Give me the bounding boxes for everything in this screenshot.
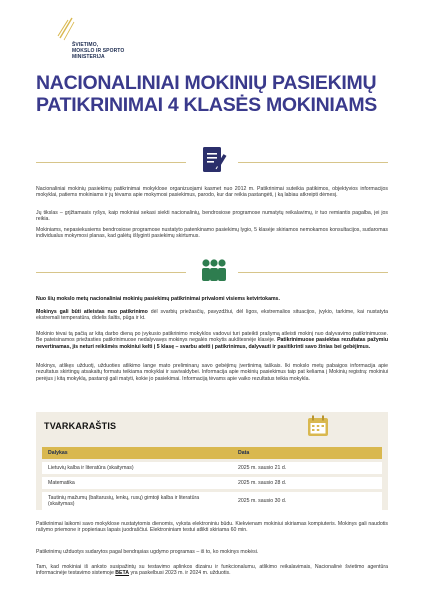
- section-divider-1: [36, 152, 388, 172]
- table-row: [42, 476, 382, 491]
- parents-paragraph: Mokinio tėvai tą pačią ar kitą darbo dieną po įvykusio patikrinimo mokyklos vadovui turi pateikti prašymą atleisti mokinį nuo dalyvavimo patikrinimuose. Be pateisinamos priežasties patikrinimuose nedalyvavęs mokinys negalės mokytis aukštesnėje klasėje. Patikrinimuose pasiektas rezultatas pažymiu nevertinamas, jis neturi reikšmės mokiniui kelti į 5 klasę – svarbu ateiti į patikrinimus, dalyvauti ir pasitikrinti savo žinias bei gebėjimus.: [36, 331, 388, 350]
- table-row: [42, 461, 382, 476]
- schedule-table: [42, 447, 382, 510]
- page-title: NACIONALINIAI MOKINIŲ PASIEKIMŲ PATIKRINIMAI 4 KLASĖS MOKINIAMS: [36, 72, 377, 116]
- ministry-emblem-icon: [54, 16, 76, 42]
- intro-paragraph-1: Nacionaliniai mokinių pasiekimų patikrinimai mokyklose organizuojami kasmet nuo 2012 m. Patikrinimai suteikia patikimos, objektyvios informacijos mokyklai, patiems mokiniams ir jų tėvams apie mokymosi pasiekimus, parodo, kur dar reikia pastangėti, į ką labiau atkreipti dėmesį.: [36, 186, 388, 199]
- exemption-paragraph: Mokinys gali būti atleistas nuo patikrinimo dėl svarbių priežasčių, pavyzdžiui, dėl ligos, ekstremalios situacijos, įvykio, tarkime, kai nustatyta ekstremali temperatūra, didelis šaltis, pūga ir kt.: [36, 309, 388, 322]
- ministry-logo: [36, 16, 156, 60]
- schedule-box: [36, 412, 388, 510]
- intro-paragraph-2: Jų tikslas – grįžtamasis ryšys, kaip mokiniai sekasi siekti nacionalinių, bendrosiose programose numatytų reikalavimų, ir tuo remiantis pagalba, jei jos reikia.: [36, 210, 388, 223]
- outro-paragraph-2: Patikrinimų užduotys sudarytos pagal bendrąsias ugdymo programas – iš to, ko mokinys mokėsi.: [36, 549, 259, 555]
- schedule-date: 2025 m. sausio 28 d.: [232, 476, 382, 491]
- schedule-date: 2025 m. sausio 21 d.: [232, 461, 382, 476]
- document-check-icon: [198, 144, 230, 178]
- calendar-icon: [306, 414, 330, 438]
- people-group-icon: [198, 254, 230, 288]
- outro-paragraph-1: Patikrinimai laikomi savo mokyklose nustatytomis dienomis, vyksta elektroniniu būdu. Kiekvienam mokiniui skiriamas kompiuteris. Mokinys gali naudotis rašymo priemone ir popieriaus lapais juodraščiui. Elektroniniam testui atlikti skiriama 60 min.: [36, 521, 388, 534]
- intro-paragraph-3: Mokiniams, nepasiekusiems bendrosiose programose nustatyto patenkinamo pasiekimų lygio, 5 klasėje skiriamos nemokamos konsultacijos, sudaromas individualus mokymosi planas, kad galėtų išlyginti pasiekimų skirtumus.: [36, 227, 388, 240]
- schedule-header-row: [42, 447, 382, 461]
- schedule-subject: Matematika: [42, 476, 232, 491]
- table-row: [42, 491, 382, 511]
- results-paragraph: Mokinys, atlikęs užduotį, užduoties atlikimo lange mato preliminarų savo gebėjimų įvertinimą taškais. Iki mokslo metų pabaigos informacija apie rezultatus skirtingų atsakaitų formatu teikiama mokyklai ir savivaldybei. Informacija apie mokinių pasiekimus taip pat keliama į Mokinių registrą: mokiniui perėjus į kitą mokyklą, pastaroji gali matyti, kokie jo pasiekimai. Informaciją tėvams apie vaiko rezultatus teikia mokykla.: [36, 363, 388, 382]
- outro-paragraph-3: Tam, kad mokiniai iš anksto susipažintų su testavimo aplinkos dizainu ir funkcionalumu, atlikimo reikalavimais, Nacionalinė švietimo agentūra informacinėje testavimo sistemoje BETA yra paskelbusi 2023 m. ir 2024 m. užduotis.: [36, 564, 388, 577]
- schedule-header-date: Data: [232, 447, 382, 461]
- schedule-title: TVARKARAŠTIS: [44, 421, 117, 431]
- section-divider-2: [36, 262, 388, 282]
- schedule-subject: Lietuvių kalba ir literatūra (skaitymas): [42, 461, 232, 476]
- ministry-name: ŠVIETIMO, MOKSLO IR SPORTO MINISTERIJA: [72, 42, 125, 60]
- schedule-header-subject: Dalykas: [42, 447, 232, 461]
- schedule-subject: Tautinių mažumų (baltarusių, lenkų, rusų) gimtoji kalba ir literatūra (skaitymas): [42, 491, 232, 511]
- mandatory-lead: Nuo šių mokslo metų nacionaliniai mokinių pasiekimų patikrinimai privalomi visiems ketvirtokams.: [36, 296, 280, 302]
- beta-link[interactable]: BETA: [115, 570, 130, 577]
- schedule-date: 2025 m. sausio 30 d.: [232, 491, 382, 511]
